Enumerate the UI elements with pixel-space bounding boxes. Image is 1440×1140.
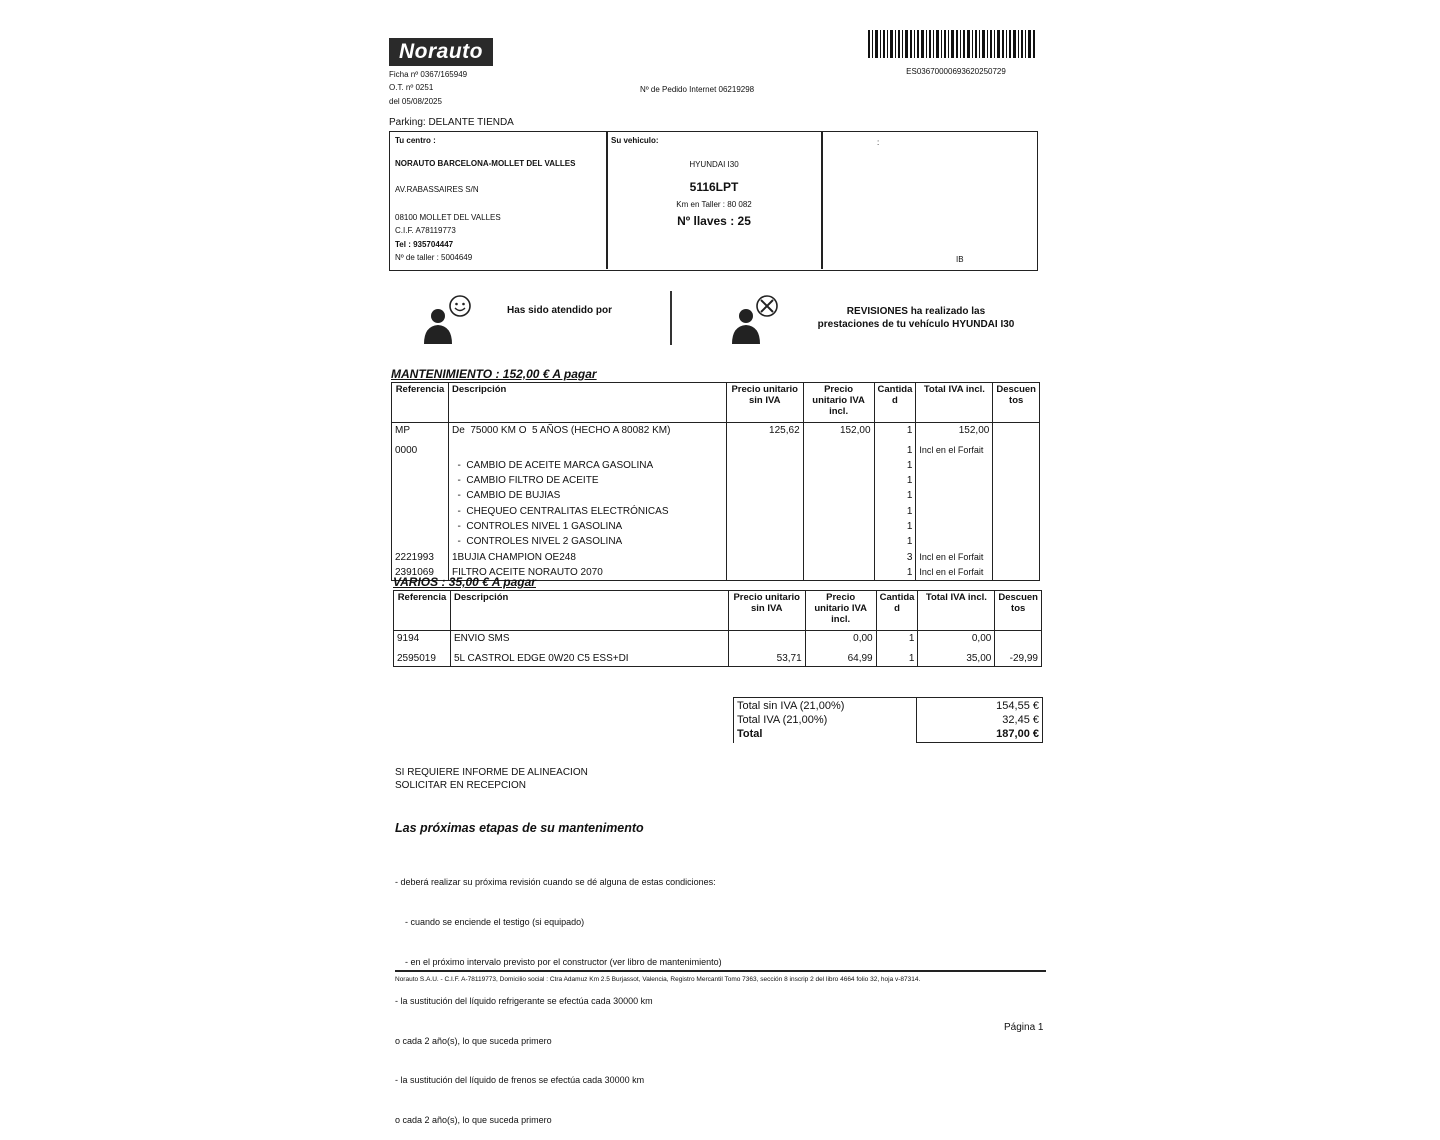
total-sin-iva-value: 154,55 € — [996, 700, 1039, 712]
footer-rule — [395, 970, 1046, 972]
cell-precio-sin-iva — [726, 519, 803, 534]
table-row — [392, 443, 1040, 458]
norauto-logo: Norauto — [389, 38, 493, 66]
cell-cantidad: 1 — [874, 519, 916, 534]
attended-text: Has sido atendido por — [507, 305, 613, 316]
section-divider — [670, 291, 672, 345]
table-row — [392, 504, 1040, 519]
cell-precio-iva — [803, 443, 874, 458]
cell-referencia — [392, 488, 449, 503]
cell-precio-sin-iva — [726, 473, 803, 488]
third-box-mark: IB — [956, 255, 964, 264]
cell-cantidad: 1 — [876, 651, 918, 667]
table-row — [394, 651, 1042, 667]
col-referencia: Referencia — [392, 383, 449, 423]
cell-precio-iva — [803, 550, 874, 565]
revisiones-text — [800, 305, 1032, 331]
cell-precio-iva — [803, 488, 874, 503]
total-sin-iva-label: Total sin IVA (21,00%) — [737, 700, 845, 712]
cell-descripcion — [448, 443, 726, 458]
cell-descripcion: - CONTROLES NIVEL 2 GASOLINA — [448, 534, 726, 549]
cell-total: Incl en el Forfait — [916, 565, 993, 581]
mechanic-icon — [730, 294, 784, 344]
footer-legal: Norauto S.A.U. - C.I.F. A-78119773, Domicilio social : Ctra Adamuz Km 2.5 Burjassot, Valencia, Registro Mercantil Tomo 7363, sección 8 inscrip 2 del libro 4664 folio 32, hoja v-87314. — [395, 976, 921, 983]
proximas-line: - deberá realizar su próxima revisión cuando se dé alguna de estas condiciones: — [395, 877, 716, 888]
cell-descuento — [993, 443, 1040, 458]
cell-cantidad: 1 — [874, 504, 916, 519]
cell-cantidad: 3 — [874, 550, 916, 565]
cell-precio-iva — [803, 458, 874, 473]
cell-precio-sin-iva — [726, 488, 803, 503]
cell-descuento — [993, 458, 1040, 473]
vehiculo-plate: 5116LPT — [689, 180, 739, 194]
cell-descuento — [993, 519, 1040, 534]
cell-descuento: -29,99 — [995, 651, 1042, 667]
proximas-line: - la sustitución del líquido refrigerante se efectúa cada 30000 km — [395, 996, 653, 1007]
mantenimiento-title: MANTENIMIENTO : 152,00 € A pagar — [391, 367, 597, 381]
total-label: Total — [737, 728, 763, 740]
cell-total: 0,00 — [918, 631, 995, 651]
cell-referencia — [392, 504, 449, 519]
revisiones-line1: REVISIONES ha realizado las — [846, 306, 986, 317]
cell-total — [916, 473, 993, 488]
cell-total — [916, 519, 993, 534]
cell-total — [916, 504, 993, 519]
cell-descripcion: 5L CASTROL EDGE 0W20 C5 ESS+DI — [450, 651, 728, 667]
table-row — [392, 550, 1040, 565]
cell-precio-iva: 0,00 — [805, 631, 876, 651]
cell-descripcion: 1BUJIA CHAMPION OE248 — [448, 550, 726, 565]
table-row — [392, 519, 1040, 534]
cell-total: 152,00 — [916, 423, 993, 443]
proximas-title: Las próximas etapas de su mantenimento — [395, 821, 644, 835]
cell-descripcion: De 75000 KM O 5 AÑOS (HECHO A 80082 KM) — [448, 423, 726, 443]
col-cantidad: Cantida d — [874, 383, 916, 423]
ficha-number: Ficha nº 0367/165949 — [389, 70, 468, 79]
proximas-line: o cada 2 año(s), lo que suceda primero — [395, 1035, 552, 1046]
cell-referencia — [392, 534, 449, 549]
cell-descripcion: - CAMBIO DE BUJIAS — [448, 488, 726, 503]
proximas-line: o cada 2 año(s), lo que suceda primero — [395, 1115, 552, 1126]
barcode-icon — [868, 30, 1038, 66]
cell-descuento — [993, 534, 1040, 549]
totals-labels — [734, 698, 917, 743]
proximas-line: - en el próximo intervalo previsto por el constructor (ver libro de mantenimiento) — [395, 956, 722, 967]
cell-precio-sin-iva — [726, 534, 803, 549]
totals-values — [917, 698, 1043, 743]
col-descripcion: Descripción — [448, 383, 726, 423]
cell-descripcion: ENVIO SMS — [450, 631, 728, 651]
col-descuentos: Descuen tos — [993, 383, 1040, 423]
centro-taller: Nº de taller : 5004649 — [395, 253, 473, 262]
cell-total — [916, 534, 993, 549]
cell-precio-sin-iva — [726, 565, 803, 581]
cell-precio-iva: 152,00 — [803, 423, 874, 443]
cell-referencia: 2221993 — [392, 550, 449, 565]
cell-descuento — [993, 565, 1040, 581]
cell-total: 35,00 — [918, 651, 995, 667]
table-row — [392, 488, 1040, 503]
cell-precio-iva — [803, 519, 874, 534]
cell-total: Incl en el Forfait — [916, 443, 993, 458]
col-precio-iva: Precio unitario IVA incl. — [805, 591, 876, 631]
col-precio-sin-iva: Precio unitario sin IVA — [726, 383, 803, 423]
table-row — [394, 631, 1042, 651]
cell-precio-iva — [803, 565, 874, 581]
vehiculo-km: Km en Taller : 80 082 — [676, 200, 752, 209]
col-precio-iva: Precio unitario IVA incl. — [803, 383, 874, 423]
col-total: Total IVA incl. — [918, 591, 995, 631]
centro-address: AV.RABASSAIRES S/N — [395, 185, 479, 194]
cell-cantidad: 1 — [874, 423, 916, 443]
col-referencia: Referencia — [394, 591, 451, 631]
cell-cantidad: 1 — [874, 488, 916, 503]
cell-referencia: 2391069 — [392, 565, 449, 581]
centro-tel: Tel : 935704447 — [395, 240, 454, 249]
revisiones-line2: prestaciones de tu vehículo HYUNDAI I30 — [817, 319, 1015, 330]
varios-title: VARIOS : 35,00 € A pagar — [393, 575, 536, 589]
totals-table — [733, 697, 1043, 743]
total-value: 187,00 € — [996, 728, 1039, 740]
alineacion-line2: SOLICITAR EN RECEPCION — [395, 780, 526, 791]
cell-precio-iva — [803, 504, 874, 519]
cell-precio-sin-iva — [726, 504, 803, 519]
proximas-line: - la sustitución del líquido de frenos se efectúa cada 30000 km — [395, 1075, 645, 1086]
centro-name: NORAUTO BARCELONA-MOLLET DEL VALLES — [395, 159, 576, 168]
cell-cantidad: 1 — [874, 565, 916, 581]
cell-total — [916, 458, 993, 473]
total-iva-value: 32,45 € — [1002, 714, 1039, 726]
table-row — [392, 423, 1040, 443]
proximas-line: - cuando se enciende el testigo (si equipado) — [395, 917, 585, 928]
proximas-list — [395, 850, 722, 1140]
cell-referencia — [392, 458, 449, 473]
cell-precio-iva — [803, 534, 874, 549]
table-row — [392, 458, 1040, 473]
cell-descuento — [993, 473, 1040, 488]
centro-title: Tu centro : — [395, 136, 436, 145]
vehiculo-model: HYUNDAI I30 — [689, 160, 739, 169]
cell-referencia: 2595019 — [394, 651, 451, 667]
cell-cantidad: 1 — [876, 631, 918, 651]
varios-table — [393, 590, 1042, 667]
cell-total — [916, 488, 993, 503]
col-descripcion: Descripción — [450, 591, 728, 631]
cell-cantidad: 1 — [874, 443, 916, 458]
barcode-number: ES0367000069362025072​9 — [906, 67, 1006, 76]
alineacion-line1: SI REQUIERE INFORME DE ALINEACION — [395, 767, 588, 778]
col-precio-sin-iva: Precio unitario sin IVA — [728, 591, 805, 631]
col-total: Total IVA incl. — [916, 383, 993, 423]
table-row — [392, 534, 1040, 549]
advisor-icon — [420, 294, 474, 344]
centro-city: 08100 MOLLET DEL VALLES — [395, 213, 501, 222]
cell-cantidad: 1 — [874, 473, 916, 488]
vehiculo-llaves: Nº llaves : 25 — [677, 214, 751, 228]
mantenimiento-table — [391, 382, 1040, 581]
cell-descuento — [993, 504, 1040, 519]
cell-precio-sin-iva — [726, 550, 803, 565]
cell-descuento — [993, 550, 1040, 565]
total-iva-label: Total IVA (21,00%) — [737, 714, 828, 726]
cell-descuento — [993, 488, 1040, 503]
cell-precio-iva: 64,99 — [805, 651, 876, 667]
order-date: del 05/08/2025 — [389, 97, 442, 106]
cell-descripcion: - CAMBIO FILTRO DE ACEITE — [448, 473, 726, 488]
cell-descripcion: - CHEQUEO CENTRALITAS ELECTRÓNICAS — [448, 504, 726, 519]
table-row — [392, 473, 1040, 488]
cell-descuento — [993, 423, 1040, 443]
cell-referencia: 9194 — [394, 631, 451, 651]
cell-referencia: MP — [392, 423, 449, 443]
cell-descripcion: FILTRO ACEITE NORAUTO 2070 — [448, 565, 726, 581]
cell-precio-iva — [803, 473, 874, 488]
cell-precio-sin-iva: 53,71 — [728, 651, 805, 667]
ot-number: O.T. nº 0251 — [389, 83, 434, 92]
third-box-colon: : — [877, 138, 880, 147]
cell-total: Incl en el Forfait — [916, 550, 993, 565]
info-boxes — [389, 131, 1038, 271]
cell-descuento — [995, 631, 1042, 651]
col-cantidad: Cantida d — [876, 591, 918, 631]
cell-cantidad: 1 — [874, 458, 916, 473]
cell-descripcion: - CONTROLES NIVEL 1 GASOLINA — [448, 519, 726, 534]
parking-info: Parking: DELANTE TIENDA — [389, 117, 514, 128]
page-number: Página 1 — [1004, 1022, 1044, 1033]
cell-precio-sin-iva: 125,62 — [726, 423, 803, 443]
cell-referencia — [392, 519, 449, 534]
cell-referencia — [392, 473, 449, 488]
centro-cif: C.I.F. A78119773 — [395, 226, 456, 235]
cell-referencia: 0000 — [392, 443, 449, 458]
cell-precio-sin-iva — [726, 443, 803, 458]
vehiculo-title: Su vehiculo: — [611, 136, 659, 145]
pedido-number: Nº de Pedido Internet 06219298 — [640, 85, 755, 94]
cell-precio-sin-iva — [728, 631, 805, 651]
col-descuentos: Descuen tos — [995, 591, 1042, 631]
cell-cantidad: 1 — [874, 534, 916, 549]
cell-precio-sin-iva — [726, 458, 803, 473]
cell-descripcion: - CAMBIO DE ACEITE MARCA GASOLINA — [448, 458, 726, 473]
